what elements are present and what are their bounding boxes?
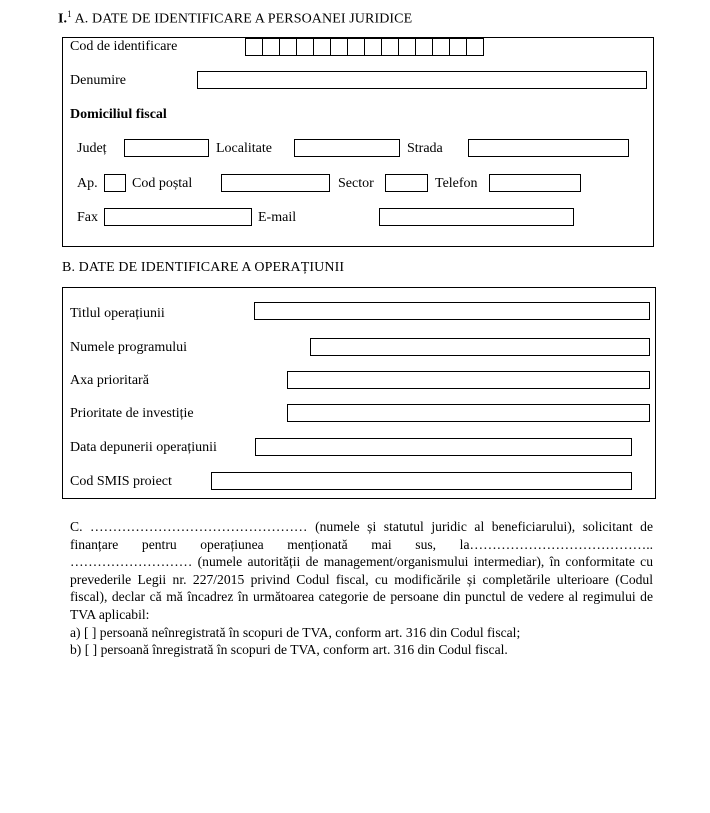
numele-programului-field[interactable]	[310, 338, 650, 356]
section-roman-numeral: I.	[58, 11, 68, 27]
email-label: E-mail	[258, 210, 297, 225]
cod-postal-label: Cod poștal	[132, 176, 193, 191]
cod-identificare-cell[interactable]	[416, 38, 433, 56]
judet-label: Județ	[77, 141, 107, 156]
cod-identificare-cell[interactable]	[382, 38, 399, 56]
option-a-text: a) [ ] persoană neînregistrată în scopuri de TVA, conform art. 316 din Codul fiscal;	[70, 624, 521, 640]
email-field[interactable]	[379, 208, 574, 226]
cod-identificare-cell[interactable]	[365, 38, 382, 56]
titlu-operatiunii-field[interactable]	[254, 302, 650, 320]
footnote-marker: 1	[67, 9, 72, 19]
cod-smis-field[interactable]	[211, 472, 632, 490]
data-depunerii-label: Data depunerii operațiunii	[70, 440, 217, 455]
cod-identificare-cell[interactable]	[331, 38, 348, 56]
cod-identificare-cell[interactable]	[263, 38, 280, 56]
fax-label: Fax	[77, 210, 98, 225]
section-b-header: B. DATE DE IDENTIFICARE A OPERAȚIUNII	[62, 260, 345, 275]
section-a-header	[58, 9, 412, 28]
data-depunerii-field[interactable]	[255, 438, 632, 456]
telefon-label: Telefon	[435, 176, 478, 191]
judet-field[interactable]	[124, 139, 209, 157]
cod-identificare-cell[interactable]	[314, 38, 331, 56]
telefon-field[interactable]	[489, 174, 581, 192]
section-c-paragraph: C. ………………………………………… (numele și statutul juridic al beneficiarului), solicitant de finanțare pentru operațiunea menționată mai sus, la………………………………….. ……………………… (numele autorității de management/organismului intermediar), în conformitate cu prevederile Legii nr. 227/2015 privind Codul fiscal, cu modificările și completările ulterioare (Codul fiscal), declar că mă încadrez în următoarea categorie de persoane din punctul de vedere al regimului de TVA aplicabil:	[70, 519, 653, 622]
cod-identificare-label: Cod de identificare	[70, 39, 178, 54]
section-c-text	[70, 518, 653, 659]
cod-smis-label: Cod SMIS proiect	[70, 474, 172, 489]
ap-label: Ap.	[77, 176, 98, 191]
cod-identificare-cells[interactable]	[245, 38, 484, 56]
sector-field[interactable]	[385, 174, 428, 192]
cod-identificare-cell[interactable]	[297, 38, 314, 56]
cod-identificare-cell[interactable]	[433, 38, 450, 56]
cod-identificare-cell[interactable]	[280, 38, 297, 56]
sector-label: Sector	[338, 176, 374, 191]
denumire-label: Denumire	[70, 73, 126, 88]
axa-prioritara-label: Axa prioritară	[70, 373, 149, 388]
strada-label: Strada	[407, 141, 443, 156]
numele-programului-label: Numele programului	[70, 340, 188, 355]
cod-identificare-cell[interactable]	[399, 38, 416, 56]
localitate-label: Localitate	[216, 141, 272, 156]
prioritate-investitie-field[interactable]	[287, 404, 650, 422]
axa-prioritara-field[interactable]	[287, 371, 650, 389]
cod-postal-field[interactable]	[221, 174, 330, 192]
cod-identificare-cell[interactable]	[246, 38, 263, 56]
strada-field[interactable]	[468, 139, 629, 157]
domiciliu-fiscal-label: Domiciliul fiscal	[70, 107, 167, 122]
denumire-field[interactable]	[197, 71, 647, 89]
prioritate-investitie-label: Prioritate de investiție	[70, 406, 194, 421]
cod-identificare-cell[interactable]	[467, 38, 484, 56]
section-a-title: A. DATE DE IDENTIFICARE A PERSOANEI JURIDICE	[74, 11, 413, 27]
localitate-field[interactable]	[294, 139, 400, 157]
cod-identificare-cell[interactable]	[348, 38, 365, 56]
titlu-operatiunii-label: Titlul operațiunii	[70, 306, 165, 321]
ap-field[interactable]	[104, 174, 126, 192]
fax-field[interactable]	[104, 208, 252, 226]
cod-identificare-cell[interactable]	[450, 38, 467, 56]
option-b-text: b) [ ] persoană înregistrată în scopuri de TVA, conform art. 316 din Codul fiscal.	[70, 642, 508, 658]
